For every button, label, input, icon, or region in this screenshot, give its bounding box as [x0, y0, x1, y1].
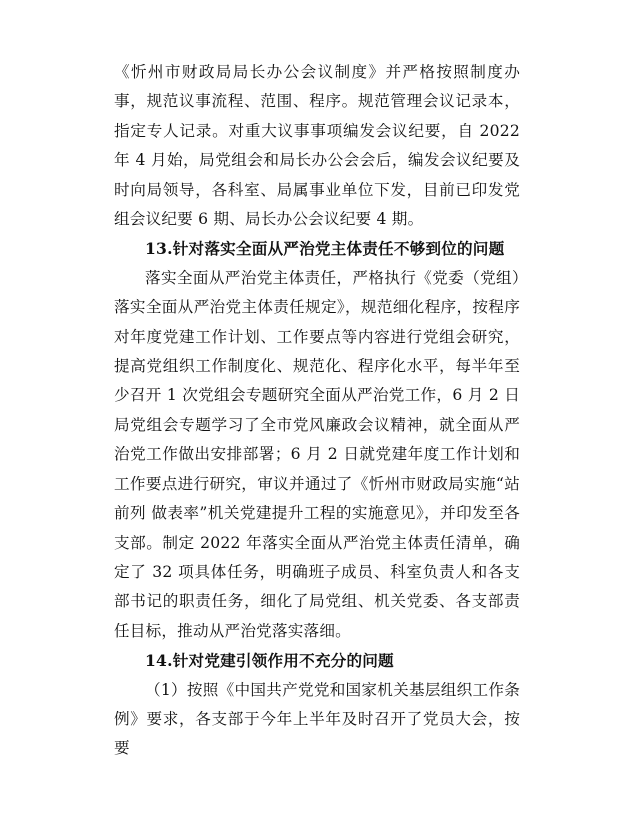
document-page	[114, 58, 520, 764]
paragraph-meeting-system: 《忻州市财政局局长办公会议制度》并严格按照制度办事，规范议事流程、范围、程序。规范管理会议记录本，指定专人记录。对重大议事事项编发会议纪要，自 2022 年 4 月始，局党组会和局长办公会会后，编发会议纪要及时向局领导，各科室、局属事业单位下发，目前已印发党组会议纪要 6 期、局长办公会议纪要 4 期。	[114, 63, 520, 229]
paragraph-party-responsibility: 落实全面从严治党主体责任，严格执行《党委（党组）落实全面从严治党主体责任规定》，规范细化程序，按程序对年度党建工作计划、工作要点等内容进行党组会研究，提高党组织工作制度化、规范化、程序化水平，每半年至少召开 1 次党组会专题研究全面从严治党工作，6 月 2 日局党组会专题学习了全市党风廉政会议精神，就全面从严治党工作做出安排部署；6 月 2 日就党建年度工作计划和工作要点进行研究，审议并通过了《忻州市财政局实施“站前列 做表率”机关党建提升工程的实施意见》，并印发至各支部。制定 2022 年落实全面从严治党主体责任清单，确定了 32 项具体任务，明确班子成员、科室负责人和各支部书记的职责任务，细化了局党组、机关党委、各支部责任目标，推动从严治党落实落细。	[114, 268, 520, 640]
heading-item-14: 14.针对党建引领作用不充分的问题	[145, 651, 394, 671]
heading-item-13: 13.针对落实全面从严治党主体责任不够到位的问题	[145, 239, 505, 259]
paragraph-party-building: （1）按照《中国共产党党和国家机关基层组织工作条例》要求，各支部于今年上半年及时召开了党员大会，按要	[114, 680, 520, 758]
